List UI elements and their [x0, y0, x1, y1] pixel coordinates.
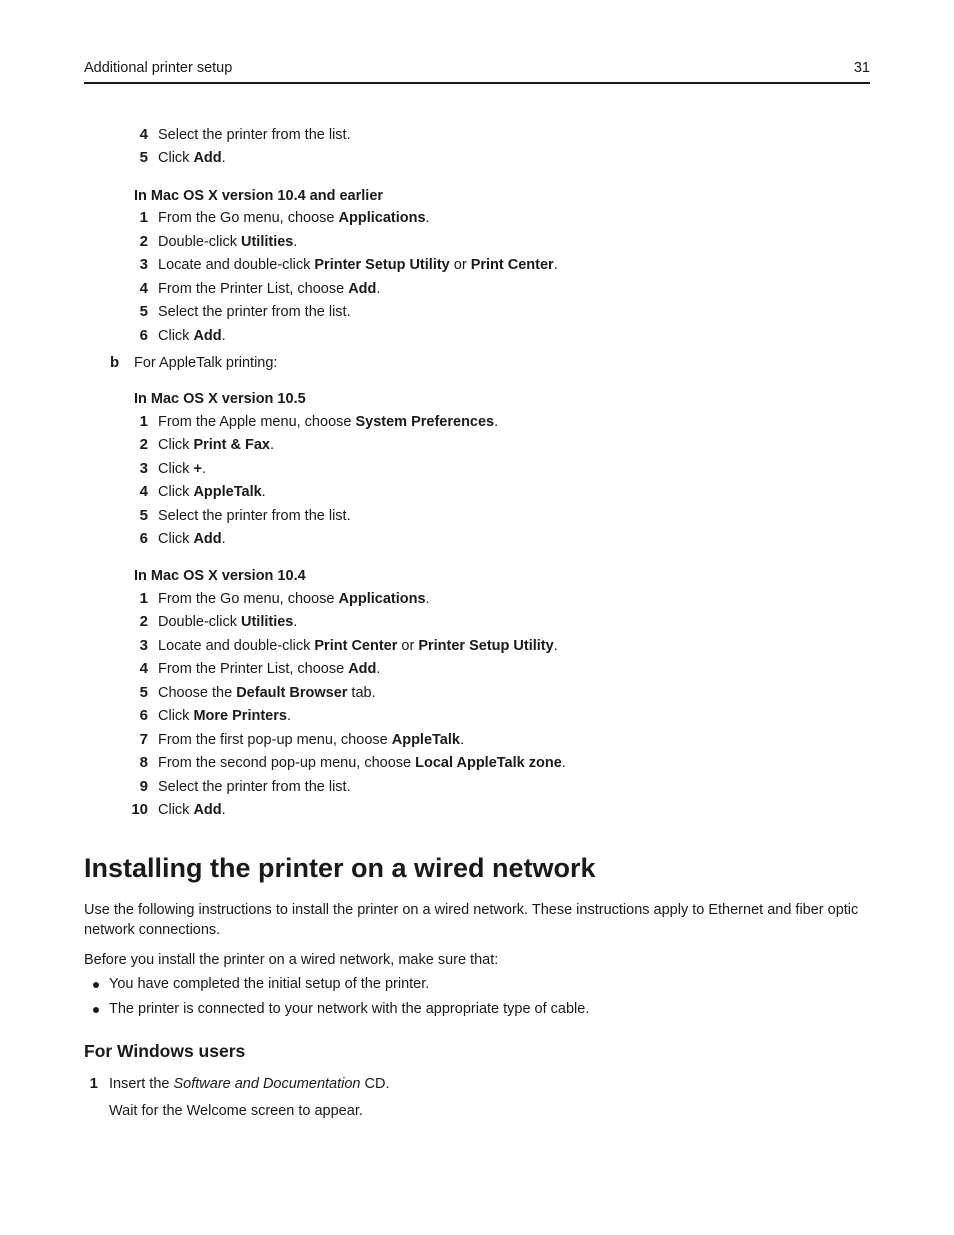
step-text: Select the printer from the list. — [158, 508, 351, 524]
step-text: Double-click Utilities. — [158, 614, 298, 630]
step-text: Double-click Utilities. — [158, 234, 298, 250]
step-text: Click Print & Fax. — [158, 437, 275, 453]
page-header — [84, 60, 870, 84]
step-number: 2 — [139, 233, 148, 250]
step-number: 3 — [139, 637, 148, 654]
step-number: 4 — [139, 280, 148, 297]
bullet-icon — [93, 982, 99, 988]
step-number: 4 — [139, 483, 148, 500]
running-title: Additional printer setup — [84, 60, 233, 76]
step-number: 1 — [139, 413, 148, 430]
step-text: From the Apple menu, choose System Preferences. — [158, 414, 499, 430]
step-number: 2 — [139, 436, 148, 453]
step-text: From the first pop-up menu, choose AppleTalk. — [158, 732, 464, 748]
step-text: Locate and double-click Printer Setup Utility or Print Center. — [158, 257, 558, 273]
list-item: The printer is connected to your network with the appropriate type of cable. — [109, 1001, 590, 1017]
step-text: From the second pop-up menu, choose Local AppleTalk zone. — [158, 755, 566, 771]
step-number: 6 — [139, 707, 148, 724]
step-number: 5 — [139, 303, 148, 320]
subheading: In Mac OS X version 10.5 — [134, 391, 306, 407]
step-number: 3 — [139, 460, 148, 477]
step-text: Insert the Software and Documentation CD. — [109, 1076, 390, 1092]
subheading: In Mac OS X version 10.4 — [134, 568, 306, 584]
step-number: 1 — [89, 1075, 98, 1092]
step-number: 3 — [139, 256, 148, 273]
step-text: From the Go menu, choose Applications. — [158, 591, 430, 607]
step-text: Click More Printers. — [158, 708, 291, 724]
step-text: Click Add. — [158, 802, 226, 818]
step-number: 6 — [139, 327, 148, 344]
list-letter: b — [110, 354, 120, 371]
section-title: Installing the printer on a wired network — [84, 853, 596, 883]
step-text: Choose the Default Browser tab. — [158, 685, 376, 701]
step-text: Locate and double-click Print Center or Printer Setup Utility. — [158, 638, 558, 654]
step-text: Select the printer from the list. — [158, 304, 351, 320]
list-item: You have completed the initial setup of the printer. — [109, 976, 430, 992]
step-number: 4 — [139, 660, 148, 677]
step-number: 8 — [139, 754, 148, 771]
step-number: 4 — [139, 126, 148, 143]
step-text: Click +. — [158, 461, 206, 477]
step-number: 10 — [131, 801, 148, 818]
step-text: From the Printer List, choose Add. — [158, 661, 381, 677]
step-text: Select the printer from the list. — [158, 779, 351, 795]
page-number: 31 — [853, 60, 870, 76]
step-text: From the Printer List, choose Add. — [158, 281, 381, 297]
windows-heading: For Windows users — [84, 1041, 246, 1061]
intro-paragraph: Use the following instructions to install the printer on a wired network. These instructions apply to Ethernet and fiber optic network connections. — [84, 902, 859, 938]
step-number: 5 — [139, 149, 148, 166]
step-note: Wait for the Welcome screen to appear. — [109, 1103, 363, 1119]
step-number: 5 — [139, 507, 148, 524]
subheading: In Mac OS X version 10.4 and earlier — [134, 188, 384, 204]
step-text: From the Go menu, choose Applications. — [158, 210, 430, 226]
step-number: 5 — [139, 684, 148, 701]
step-text: Click AppleTalk. — [158, 484, 266, 500]
step-text: Click Add. — [158, 328, 226, 344]
step-number: 1 — [139, 590, 148, 607]
step-number: 7 — [139, 731, 148, 748]
step-number: 9 — [139, 778, 148, 795]
step-number: 2 — [139, 613, 148, 630]
step-text: Click Add. — [158, 531, 226, 547]
step-text: Click Add. — [158, 150, 226, 166]
bullet-icon — [93, 1007, 99, 1013]
step-text: Select the printer from the list. — [158, 127, 351, 143]
list-item-text: For AppleTalk printing: — [134, 355, 278, 371]
before-paragraph: Before you install the printer on a wired network, make sure that: — [84, 952, 499, 968]
step-number: 6 — [139, 530, 148, 547]
step-number: 1 — [139, 209, 148, 226]
